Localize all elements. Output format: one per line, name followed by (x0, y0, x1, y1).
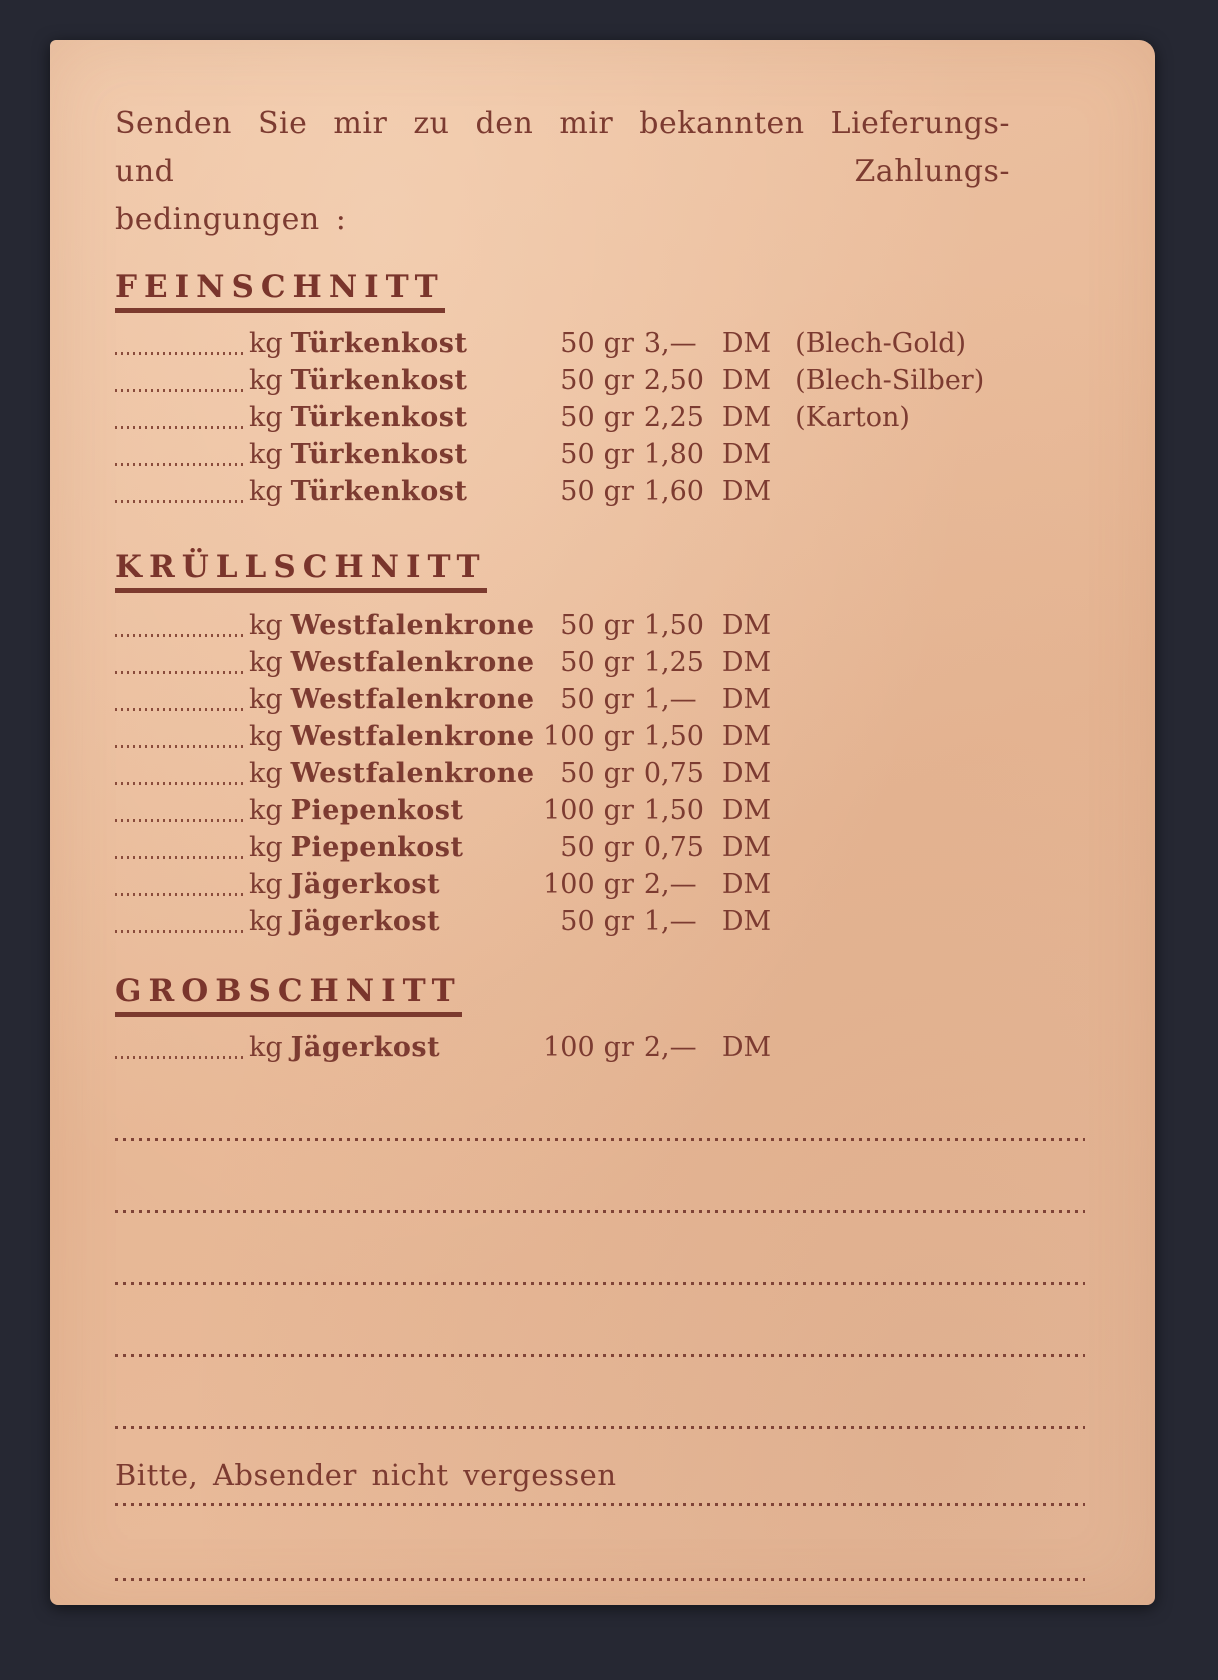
currency-dm-label: DM (721, 1032, 772, 1064)
order-row (115, 866, 1085, 903)
unit-gr-label: gr (603, 869, 634, 901)
quantity-fill-line[interactable] (115, 426, 247, 429)
unit-kg-label: kg (249, 328, 283, 360)
pack-size: 50 (560, 365, 595, 397)
price-amount: 0,75 (643, 758, 704, 790)
pack-size: 100 (543, 795, 595, 827)
pack-size: 50 (560, 906, 595, 938)
unit-kg-label: kg (249, 476, 283, 508)
sender-writing-line[interactable] (115, 1578, 1085, 1581)
packaging-note: (Blech-Gold) (795, 328, 967, 360)
currency-dm-label: DM (721, 328, 772, 360)
currency-dm-label: DM (721, 439, 772, 471)
writing-line[interactable] (115, 1282, 1085, 1285)
unit-gr-label: gr (603, 758, 634, 790)
order-row (115, 644, 1085, 681)
order-row (115, 473, 1085, 510)
order-row (115, 718, 1085, 755)
order-sections (115, 270, 1085, 1066)
packaging-note: (Karton) (795, 402, 910, 434)
pack-size: 50 (560, 647, 595, 679)
pack-size: 50 (560, 439, 595, 471)
order-postcard (50, 40, 1155, 1605)
packaging-note: (Blech-Silber) (795, 365, 985, 397)
section-rows (115, 1029, 1085, 1066)
currency-dm-label: DM (721, 795, 772, 827)
unit-gr-label: gr (603, 365, 634, 397)
price-amount: 1,50 (643, 795, 704, 827)
quantity-fill-line[interactable] (115, 671, 247, 674)
order-row (115, 607, 1085, 644)
unit-kg-label: kg (249, 832, 283, 864)
product-name: Türkenkost (290, 365, 468, 397)
quantity-fill-line[interactable] (115, 856, 247, 859)
intro-line-1: Senden Sie mir zu den mir bekannten Lieferungs- und Zahlungs- (115, 106, 1010, 189)
unit-gr-label: gr (603, 647, 634, 679)
pack-size: 50 (560, 402, 595, 434)
unit-kg-label: kg (249, 1032, 283, 1064)
pack-size: 50 (560, 328, 595, 360)
free-writing-area (115, 1138, 1085, 1429)
unit-kg-label: kg (249, 758, 283, 790)
quantity-fill-line[interactable] (115, 352, 247, 355)
quantity-fill-line[interactable] (115, 708, 247, 711)
sender-writing-line[interactable] (115, 1503, 1085, 1506)
section-rows (115, 325, 1085, 510)
unit-kg-label: kg (249, 721, 283, 753)
unit-gr-label: gr (603, 721, 634, 753)
product-name: Westfalenkrone (290, 758, 535, 790)
intro-line-2: bedingungen : (115, 202, 347, 237)
pack-size: 50 (560, 684, 595, 716)
section-heading-1: KRÜLLSCHNITT (115, 550, 487, 593)
currency-dm-label: DM (721, 832, 772, 864)
product-name: Piepenkost (290, 832, 464, 864)
order-row (115, 792, 1085, 829)
unit-gr-label: gr (603, 1032, 634, 1064)
order-row (115, 903, 1085, 940)
order-section (115, 270, 1085, 510)
pack-size: 50 (560, 476, 595, 508)
order-row (115, 755, 1085, 792)
pack-size: 50 (560, 832, 595, 864)
order-section (115, 550, 1085, 940)
unit-gr-label: gr (603, 832, 634, 864)
unit-gr-label: gr (603, 906, 634, 938)
unit-kg-label: kg (249, 610, 283, 642)
product-name: Türkenkost (290, 328, 468, 360)
price-amount: 3,— (643, 328, 697, 360)
unit-kg-label: kg (249, 869, 283, 901)
order-row (115, 362, 1085, 399)
price-amount: 1,— (643, 684, 697, 716)
product-name: Türkenkost (290, 476, 468, 508)
order-row (115, 829, 1085, 866)
order-row (115, 436, 1085, 473)
currency-dm-label: DM (721, 647, 772, 679)
product-name: Türkenkost (290, 439, 468, 471)
price-amount: 1,60 (643, 476, 704, 508)
product-name: Westfalenkrone (290, 721, 535, 753)
order-section (115, 974, 1085, 1066)
price-amount: 1,80 (643, 439, 704, 471)
order-row (115, 1029, 1085, 1066)
price-amount: 1,25 (643, 647, 704, 679)
currency-dm-label: DM (721, 610, 772, 642)
unit-gr-label: gr (603, 328, 634, 360)
pack-size: 100 (543, 869, 595, 901)
unit-gr-label: gr (603, 795, 634, 827)
unit-gr-label: gr (603, 610, 634, 642)
quantity-fill-line[interactable] (115, 893, 247, 896)
price-amount: 2,50 (643, 365, 704, 397)
order-row (115, 399, 1085, 436)
product-name: Westfalenkrone (290, 610, 535, 642)
quantity-fill-line[interactable] (115, 463, 247, 466)
price-amount: 1,— (643, 906, 697, 938)
product-name: Jägerkost (290, 906, 441, 938)
quantity-fill-line[interactable] (115, 745, 247, 748)
order-row (115, 681, 1085, 718)
unit-kg-label: kg (249, 647, 283, 679)
intro-text (115, 100, 1010, 244)
unit-kg-label: kg (249, 684, 283, 716)
order-row (115, 325, 1085, 362)
unit-gr-label: gr (603, 684, 634, 716)
section-heading-0: FEINSCHNITT (115, 270, 445, 313)
currency-dm-label: DM (721, 684, 772, 716)
unit-gr-label: gr (603, 476, 634, 508)
pack-size: 50 (560, 610, 595, 642)
quantity-fill-line[interactable] (115, 389, 247, 392)
currency-dm-label: DM (721, 906, 772, 938)
unit-kg-label: kg (249, 402, 283, 434)
product-name: Piepenkost (290, 795, 464, 827)
price-amount: 0,75 (643, 832, 704, 864)
currency-dm-label: DM (721, 721, 772, 753)
writing-line[interactable] (115, 1138, 1085, 1141)
price-amount: 2,— (643, 1032, 697, 1064)
quantity-fill-line[interactable] (115, 930, 247, 933)
quantity-fill-line[interactable] (115, 819, 247, 822)
price-amount: 2,— (643, 869, 697, 901)
writing-line[interactable] (115, 1354, 1085, 1357)
quantity-fill-line[interactable] (115, 782, 247, 785)
sender-reminder-text: Bitte, Absender nicht vergessen (115, 1458, 617, 1493)
quantity-fill-line[interactable] (115, 634, 247, 637)
currency-dm-label: DM (721, 869, 772, 901)
product-name: Türkenkost (290, 402, 468, 434)
price-amount: 2,25 (643, 402, 704, 434)
product-name: Jägerkost (290, 1032, 441, 1064)
unit-kg-label: kg (249, 795, 283, 827)
price-amount: 1,50 (643, 721, 704, 753)
price-amount: 1,50 (643, 610, 704, 642)
pack-size: 100 (543, 721, 595, 753)
unit-kg-label: kg (249, 365, 283, 397)
unit-gr-label: gr (603, 439, 634, 471)
writing-line[interactable] (115, 1210, 1085, 1213)
currency-dm-label: DM (721, 365, 772, 397)
unit-kg-label: kg (249, 906, 283, 938)
product-name: Westfalenkrone (290, 647, 535, 679)
section-rows (115, 607, 1085, 940)
unit-gr-label: gr (603, 402, 634, 434)
pack-size: 100 (543, 1032, 595, 1064)
quantity-fill-line[interactable] (115, 500, 247, 503)
pack-size: 50 (560, 758, 595, 790)
currency-dm-label: DM (721, 758, 772, 790)
writing-line[interactable] (115, 1426, 1085, 1429)
product-name: Westfalenkrone (290, 684, 535, 716)
quantity-fill-line[interactable] (115, 1056, 247, 1059)
section-heading-2: GROBSCHNITT (115, 974, 462, 1017)
product-name: Jägerkost (290, 869, 441, 901)
unit-kg-label: kg (249, 439, 283, 471)
currency-dm-label: DM (721, 402, 772, 434)
currency-dm-label: DM (721, 476, 772, 508)
